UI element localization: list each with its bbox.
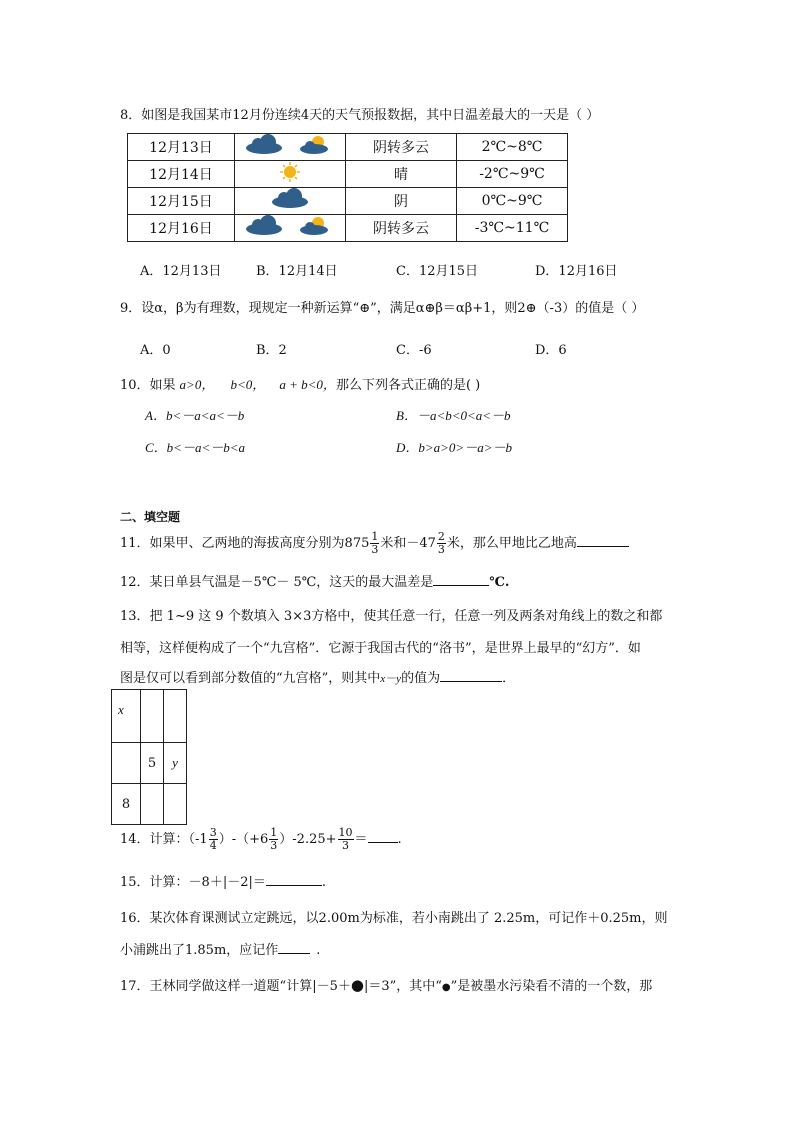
q16-line2 <box>120 939 320 958</box>
temp-cell: -2℃~9℃ <box>457 161 568 188</box>
q8-option-b: B．12月14日 <box>256 264 338 279</box>
fraction-denominator: 3 <box>270 839 278 852</box>
q10-option-c: C．b<－a<－b<a <box>145 440 245 455</box>
q13-expression: x－y <box>380 673 402 685</box>
q9-option-d: D．6 <box>535 343 567 358</box>
fraction-denominator: 3 <box>437 543 445 556</box>
date-cell: 12月16日 <box>128 215 235 242</box>
fraction <box>437 531 446 556</box>
answer-blank[interactable] <box>266 873 322 886</box>
answer-blank[interactable] <box>368 830 398 843</box>
q11-pre: 11．如果甲、乙两地的海拔高度分别为875 <box>120 536 370 551</box>
q15-end: . <box>321 875 326 890</box>
grid-cell: 8 <box>112 784 141 825</box>
fraction-numerator: 1 <box>371 530 379 543</box>
table-row <box>128 134 568 161</box>
q10-option-b: B．－a<b<0<a<－b <box>396 408 511 423</box>
grid-cell <box>141 784 164 825</box>
q8-option-d: D．12月16日 <box>535 264 618 279</box>
weather-table <box>127 133 568 242</box>
grid-cell: 5 <box>141 743 164 784</box>
q17-mid: |＝3”，其中“ <box>363 979 442 994</box>
q14-mid2: ）-2.25+ <box>279 832 337 847</box>
ink-dot-icon: ● <box>441 982 451 993</box>
q17-pre: 17．王林同学做这样一道题“计算|－5＋ <box>120 979 351 994</box>
q16-line1: 16．某次体育课测试立定跳远，以2.00m为标准，若小南跳出了 2.25m，可记作＋0.25m，则 <box>120 911 668 926</box>
q10-stem-post: 那么下列各式正确的是( ) <box>335 378 481 393</box>
temp-cell: 0℃~9℃ <box>457 188 568 215</box>
grid-cell: x <box>112 690 141 743</box>
nine-grid <box>111 689 187 825</box>
grid-cell: y <box>164 743 187 784</box>
q8-option-a: A．12月13日 <box>140 264 222 279</box>
table-row <box>112 743 187 784</box>
q10-option-d: D．b>a>0>－a>－b <box>396 440 512 455</box>
answer-blank[interactable] <box>577 534 629 547</box>
q12 <box>120 571 509 590</box>
fraction-denominator: 4 <box>209 839 217 852</box>
grid-cell <box>112 743 141 784</box>
q11-post: 米，那么甲地比乙地高 <box>446 536 577 551</box>
date-cell: 12月14日 <box>128 161 235 188</box>
grid-cell <box>164 690 187 743</box>
fraction-denominator: 3 <box>371 543 379 556</box>
fraction-numerator: 2 <box>437 530 445 543</box>
q10-stem <box>120 374 480 393</box>
table-row <box>112 784 187 825</box>
weather-icons-cell <box>235 134 346 161</box>
q10-option-a: A．b<－a<a<－b <box>145 408 245 423</box>
temp-cell: 2℃~8℃ <box>457 134 568 161</box>
q12-post: ℃. <box>489 575 510 590</box>
q9-option-c: C．-6 <box>396 343 432 358</box>
q10-cond3: a + b<0， <box>279 377 336 392</box>
q11 <box>120 527 629 561</box>
table-row <box>112 690 187 743</box>
q15 <box>120 871 326 890</box>
q9-stem: 9．设α，β为有理数，现规定一种新运算“⊕”，满足α⊕β＝αβ+1，则2⊕（-3）的值是（ ） <box>120 301 645 316</box>
fraction-numerator: 1 <box>270 826 278 839</box>
table-row <box>128 161 568 188</box>
grid-cell <box>141 690 164 743</box>
q13-line3-pre: 图是仅可以看到部分数值的“九宫格”，则其中 <box>120 671 381 686</box>
weather-cell: 阴 <box>346 188 457 215</box>
fraction-numerator: 10 <box>338 826 353 839</box>
fraction-denominator: 3 <box>342 839 350 852</box>
q17-post: ”是被墨水污染看不清的一个数，那 <box>450 979 653 994</box>
q11-mid: 米和－47 <box>380 536 436 551</box>
q14-end: . <box>397 832 402 847</box>
fraction <box>338 827 354 852</box>
q9-option-a: A．0 <box>140 343 171 358</box>
weather-cell: 晴 <box>346 161 457 188</box>
q12-pre: 12．某日单县气温是－5℃－ 5℃，这天的最大温差是 <box>120 575 434 590</box>
weather-cell: 阴转多云 <box>346 215 457 242</box>
weather-cell: 阴转多云 <box>346 134 457 161</box>
q15-pre: 15．计算：－8＋|－2|＝ <box>120 875 266 890</box>
cloud-icon <box>242 215 338 237</box>
table-row <box>128 215 568 242</box>
date-cell: 12月15日 <box>128 188 235 215</box>
q17 <box>120 975 652 994</box>
temp-cell: -3℃~11℃ <box>457 215 568 242</box>
weather-icons-cell <box>235 215 346 242</box>
weather-icons-cell <box>235 188 346 215</box>
table-row <box>128 188 568 215</box>
q8-stem: 8．如图是我国某市12月份连续4天的天气预报数据，其中日温差最大的一天是（ ） <box>120 108 600 123</box>
fraction <box>370 531 379 556</box>
q16-line2-end: . <box>316 943 321 958</box>
partly-cloudy-icon <box>300 136 328 154</box>
q10-cond2: b<0， <box>230 377 266 392</box>
partly-cloudy-icon <box>300 217 328 235</box>
ink-blot-icon: ● <box>350 976 364 994</box>
answer-blank[interactable] <box>278 941 310 954</box>
q10-stem-pre: 10．如果 <box>120 378 176 393</box>
grid-cell <box>164 784 187 825</box>
fraction-numerator: 3 <box>209 826 217 839</box>
weather-icons-cell <box>235 161 346 188</box>
q13-line1: 13．把 1~9 这 9 个数填入 3×3方格中，使其任意一行，任意一列及两条对角线上的数之和都 <box>120 609 663 624</box>
section-title: 二、填空题 <box>120 510 181 524</box>
q13-line3-post: 的值为 <box>401 671 441 686</box>
q13-line3: 图是仅可以看到部分数值的“九宫格”，则其中x－y的值为 ． <box>120 671 516 686</box>
q16-line2-pre: 小浦跳出了1.85m，应记作 <box>120 943 279 958</box>
q14-pre: 14．计算：（-1 <box>120 832 208 847</box>
q9-option-b: B．2 <box>256 343 287 358</box>
q8-option-c: C．12月15日 <box>396 264 479 279</box>
q10-cond1: a>0， <box>179 377 215 392</box>
fraction <box>209 827 218 852</box>
q14 <box>120 823 402 857</box>
q13-line2: 相等，这样便构成了一个“九宫格”．它源于我国古代的“洛书”，是世界上最早的“幻方”．如 <box>120 641 641 656</box>
q14-mid1: ）-（+6 <box>218 832 269 847</box>
answer-blank[interactable] <box>440 669 502 682</box>
answer-blank[interactable] <box>433 573 489 586</box>
sun-icon <box>278 161 302 183</box>
fraction <box>269 827 278 852</box>
cloud-icon <box>242 134 338 156</box>
cloud-icon <box>268 188 312 210</box>
q14-post: ＝ <box>354 832 368 847</box>
date-cell: 12月13日 <box>128 134 235 161</box>
